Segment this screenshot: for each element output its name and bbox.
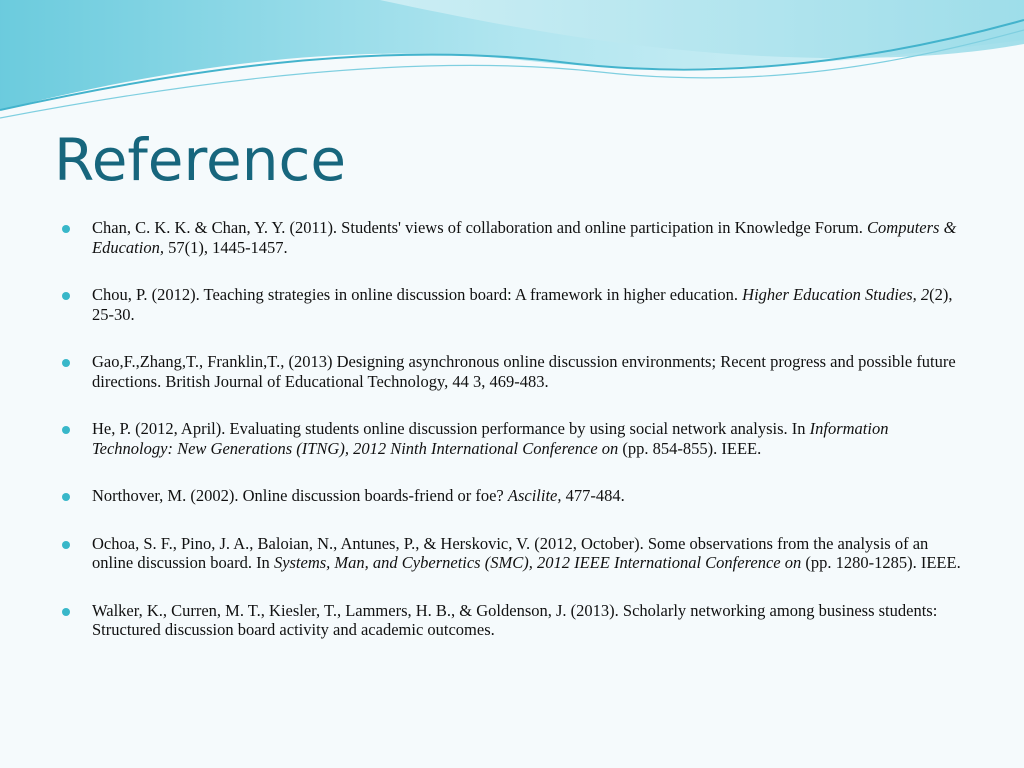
reference-text: Northover, M. (2002). Online discussion boards-friend or foe? (92, 486, 508, 505)
reference-text: (pp. 1280-1285). IEEE. (801, 553, 961, 572)
reference-text: (pp. 854-855). IEEE. (618, 438, 762, 458)
reference-item (62, 419, 962, 458)
reference-item (62, 486, 962, 506)
reference-item (62, 534, 962, 573)
reference-italic-text: Higher Education Studies, 2 (742, 285, 930, 304)
reference-text: (2), 25-30. (92, 285, 953, 324)
reference-text: Gao,F.,Zhang,T., Franklin,T., (2013) Designing asynchronous online discussion environments; Recent progress and possible future directions. British Journal of Educational Technology, 44 3, 469-483. (92, 352, 956, 391)
reference-text: Chan, C. K. K. & Chan, Y. Y. (2011). Students' views of collaboration and online participation in Knowledge Forum. (92, 218, 868, 237)
bullet-icon (62, 541, 70, 549)
reference-italic-text: Ascilite, (507, 486, 562, 505)
reference-item (62, 218, 962, 257)
reference-text: Walker, K., Curren, M. T., Kiesler, T., Lammers, H. B., & Goldenson, J. (2013). Scholarly networking among business students: Structured discussion board activity and academic outcomes. (92, 600, 938, 639)
decorative-wave-header (0, 0, 1024, 130)
reference-list (62, 218, 962, 668)
reference-text: 57(1), 1445-1457. (163, 237, 288, 257)
bullet-icon (62, 359, 70, 367)
reference-text: Ochoa, S. F., Pino, J. A., Baloian, N., Antunes, P., & Herskovic, V. (2012, October). Some observations from the analysis of an online discussion board. In (92, 533, 929, 572)
reference-italic-text: Systems, Man, and Cybernetics (SMC), 2012 IEEE International Conference on (273, 553, 802, 572)
reference-italic-text: Computers & Education, (92, 218, 957, 257)
reference-text: Chou, P. (2012). Teaching strategies in online discussion board: A framework in higher education. (92, 285, 743, 304)
reference-item (62, 285, 962, 324)
reference-text: He, P. (2012, April). Evaluating students online discussion performance by using social network analysis. In (92, 419, 810, 438)
reference-italic-text: Information Technology: New Generations (ITNG), 2012 Ninth International Conference on (92, 419, 889, 458)
bullet-icon (62, 426, 70, 434)
bullet-icon (62, 608, 70, 616)
reference-item (62, 601, 962, 640)
bullet-icon (62, 292, 70, 300)
slide-title: Reference (54, 126, 347, 194)
bullet-icon (62, 493, 70, 501)
reference-item (62, 352, 962, 391)
bullet-icon (62, 225, 70, 233)
reference-text: 477-484. (561, 486, 625, 505)
